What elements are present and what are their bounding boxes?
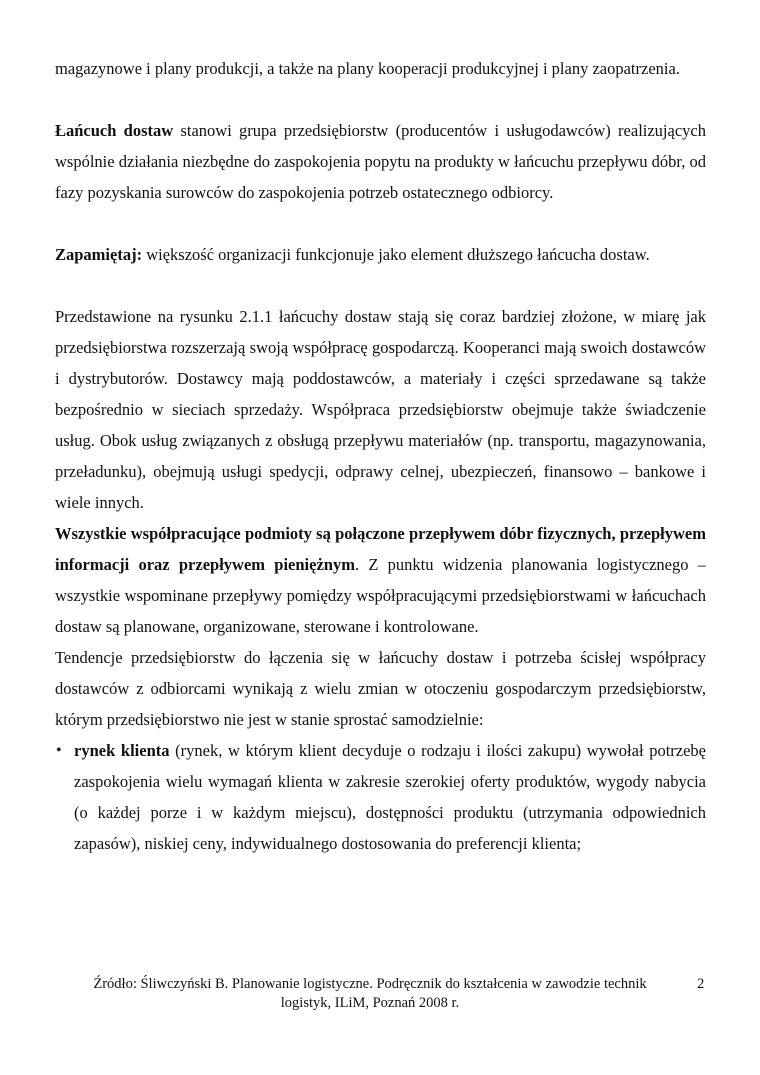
paragraph-gap [55, 270, 706, 301]
paragraph-supply-chain-definition [55, 115, 706, 208]
remember-label: Zapamiętaj: [55, 245, 143, 264]
page-number: 2 [697, 976, 705, 992]
paragraph-gap [55, 208, 706, 239]
flows-emphasis: Wszystkie współpracujące podmioty są połączone przepływem dóbr fizycznych, przepływem informacji oraz przepływem pieniężnym [55, 524, 706, 574]
bullet-icon: • [56, 742, 62, 759]
paragraph-gap [55, 84, 706, 115]
paragraph-flows [55, 518, 706, 642]
bullet-list [55, 735, 706, 859]
list-item-term: rynek klienta [74, 741, 170, 760]
document-body [55, 53, 706, 859]
paragraph-tendencies: Tendencje przedsiębiorstw do łączenia się w łańcuchy dostaw i potrzeba ścisłej współpracy dostawców z odbiorcami wynikają z wielu zmian w otoczeniu gospodarczym przedsiębiorstw, którym przedsiębiorstwo nie jest w stanie sprostać samodzielnie: [55, 648, 706, 729]
flows-text: . Z punktu widzenia planowania logistycznego – wszystkie wspominane przepływy pomiędzy współpracującymi przedsiębiorstwami w łańcuchach dostaw są planowane, organizowane, sterowane i kontrolowane. [55, 555, 706, 636]
paragraph-remember-note [55, 239, 706, 270]
remember-text: większość organizacji funkcjonuje jako element dłuższego łańcucha dostaw. [142, 245, 650, 264]
paragraph-supply-chain-complexity: Przedstawione na rysunku 2.1.1 łańcuchy dostaw stają się coraz bardziej złożone, w miarę jak przedsiębiorstwa rozszerzają swoją współpracę gospodarczą. Kooperanci mają swoich dostawców i dystrybutorów. Dostawcy mają poddostawców, a materiały i części sprzedawane są także bezpośrednio w sieciach sprzedaży. Współpraca przedsiębiorstw obejmuje także świadczenie usług. Obok usług związanych z obsługą przepływu materiałów (np. transportu, magazynowania, przeładunku), obejmują usługi spedycji, odprawy celnej, ubezpieczeń, finansowo – bankowe i wiele innych. [55, 307, 706, 512]
definition-text: stanowi grupa przedsiębiorstw (producentów i usługodawców) realizujących wspólnie działania niezbędne do zaspokojenia popytu na produkty w łańcuchu przepływu dóbr, od fazy pozyskania surowców do zaspokojenia potrzeb ostatecznego odbiorcy. [55, 121, 706, 202]
list-item [55, 735, 706, 859]
paragraph-continuation: magazynowe i plany produkcji, a także na plany kooperacji produkcyjnej i plany zaopatrzenia. [55, 59, 680, 78]
footer-source: Źródło: Śliwczyński B. Planowanie logistyczne. Podręcznik do kształcenia w zawodzie technik logistyk, ILiM, Poznań 2008 r. [93, 976, 647, 1011]
list-item-text: (rynek, w którym klient decyduje o rodzaju i ilości zakupu) wywołał potrzebę zaspokojenia wielu wymagań klienta w zakresie szerokiej oferty produktów, wygody nabycia (o każdej porze i w każdym miejscu), dostępności produktu (utrzymania odpowiednich zapasów), niskiej ceny, indywidualnego dostosowania do preferencji klienta; [74, 741, 706, 853]
defined-term: Łańcuch dostaw [55, 121, 174, 140]
